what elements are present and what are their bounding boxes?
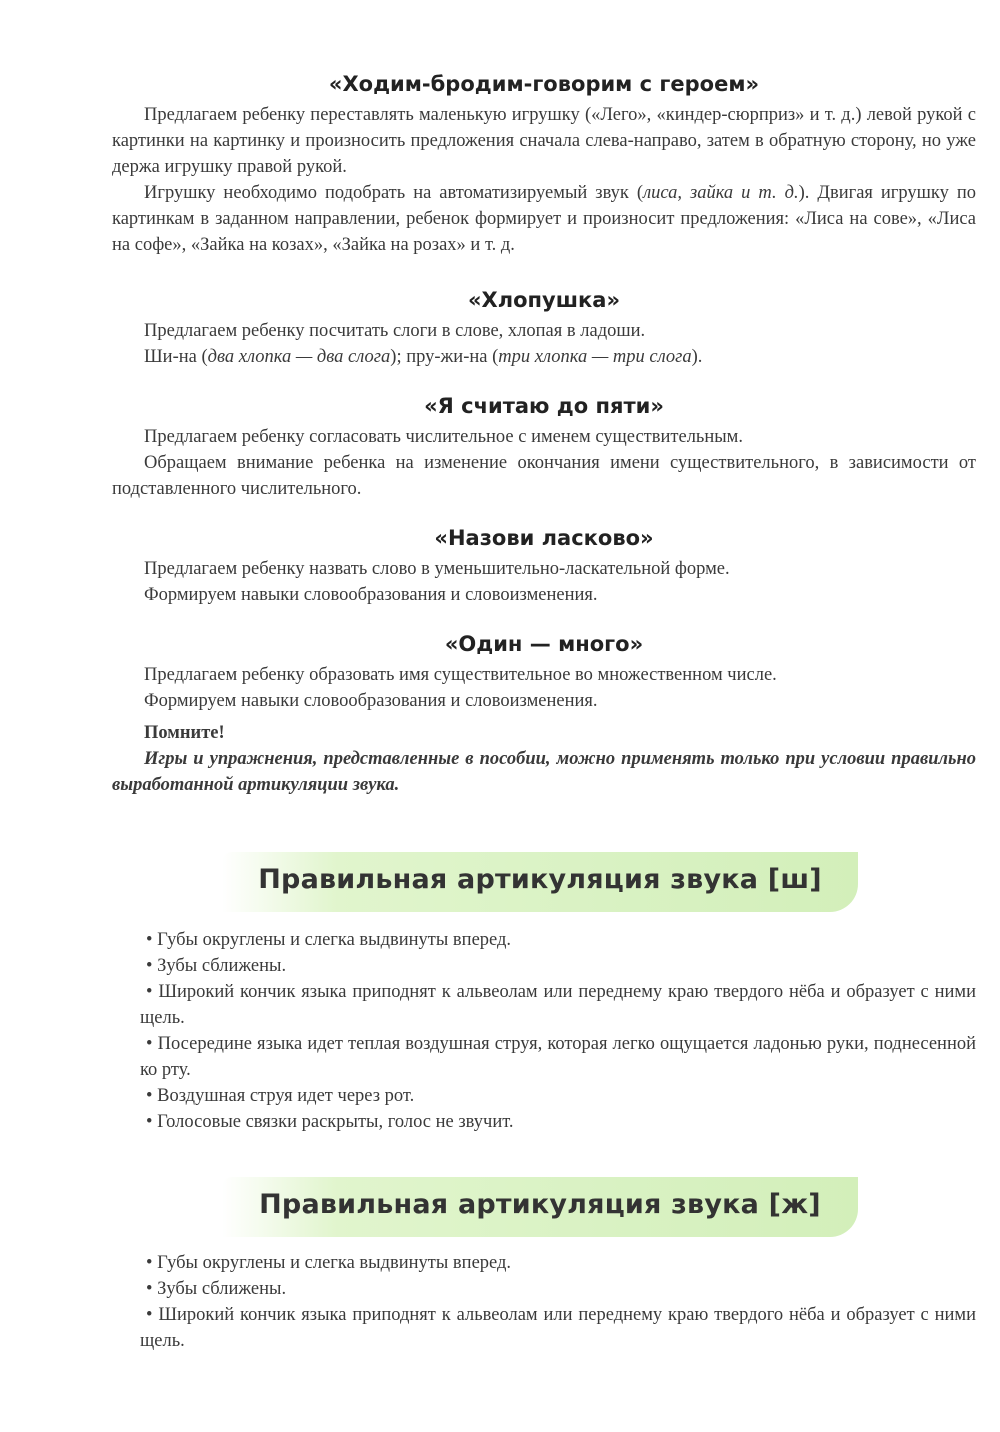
- bullet-item: [140, 1302, 976, 1354]
- game-paragraph: Предлагаем ребенку переставлять маленькую игрушку («Лего», «киндер-сюрприз» и т. д.) левой рукой с картинки на картинку и произносить предложения сначала слева-направо, затем в обратную сторону, но уже держа игрушку правой рукой.: [112, 105, 976, 177]
- bullet-icon: •: [146, 982, 153, 1002]
- game-paragraph: [112, 180, 976, 258]
- bullet-text: Воздушная струя идет через рот.: [157, 1086, 415, 1106]
- bullet-icon: •: [146, 930, 153, 950]
- game-nazovi-laskovo: [112, 524, 976, 608]
- text-run: ); пру-жи-на (: [390, 347, 499, 367]
- game-title: «Ходим-бродим-говорим с героем»: [328, 72, 760, 96]
- bullet-item: [140, 979, 976, 1031]
- section-banner-sh: [222, 852, 858, 912]
- text-run: Игрушку необходимо подобрать на автоматизируемый звук (: [144, 183, 644, 203]
- remember-text: Игры и упражнения, представленные в пособии, можно применять только при условии правильно выработанной артикуляции звука.: [112, 749, 976, 795]
- game-title: «Я считаю до пяти»: [424, 394, 664, 418]
- bullet-list-zh: [140, 1250, 976, 1354]
- game-paragraph: Предлагаем ребенку образовать имя существительное во множественном числе.: [144, 665, 777, 685]
- game-paragraph: Предлагаем ребенку согласовать числительное с именем существительным.: [144, 427, 744, 447]
- bullet-list-sh: [140, 927, 976, 1135]
- bullet-icon: •: [146, 1112, 153, 1132]
- bullet-item: [140, 1276, 976, 1302]
- game-paragraph: Формируем навыки словообразования и словоизменения.: [144, 585, 598, 605]
- italic-text: три хлопка — три слога: [498, 347, 692, 367]
- bullet-text: Губы округлены и слегка выдвинуты вперед.: [157, 1253, 512, 1273]
- bullet-icon: •: [146, 956, 153, 976]
- section-banner-zh: [222, 1177, 858, 1237]
- bullet-item: [140, 953, 976, 979]
- italic-text: два хлопка — два слога: [207, 347, 391, 367]
- bullet-icon: •: [146, 1253, 153, 1273]
- bullet-text: Широкий кончик языка приподнят к альвеолам или переднему краю твердого нёба и образует с ними щель.: [140, 982, 976, 1028]
- bullet-text: Губы округлены и слегка выдвинуты вперед.: [157, 930, 512, 950]
- section-title: Правильная артикуляция звука [ж]: [259, 1189, 821, 1220]
- game-title: «Один — много»: [444, 632, 644, 656]
- italic-text: лиса, зайка и т. д.: [643, 183, 799, 203]
- text-run: Ши-на (: [144, 347, 208, 367]
- bullet-item: [140, 1250, 976, 1276]
- bullet-item: [140, 1109, 976, 1135]
- game-title: «Назови ласково»: [434, 526, 654, 550]
- bullet-icon: •: [146, 1305, 153, 1325]
- game-title: «Хлопушка»: [467, 288, 621, 312]
- bullet-icon: •: [146, 1086, 153, 1106]
- text-run: ). Двигая игрушку по картинкам в заданном направлении, ребенок формирует и произносит предложения: «Лиса на сове», «Лиса на софе», «Зайка на козах», «Зайка на розах» и т. д.: [112, 183, 977, 255]
- bullet-icon: •: [146, 1279, 153, 1299]
- bullet-text: Зубы сближены.: [157, 1279, 287, 1299]
- bullet-text: Широкий кончик языка приподнят к альвеолам или переднему краю твердого нёба и образует с ними щель.: [140, 1305, 976, 1351]
- bullet-item: [140, 1031, 976, 1083]
- game-paragraph: [112, 344, 976, 370]
- game-paragraph: Обращаем внимание ребенка на изменение окончания имени существительного, в зависимости от подставленного числительного.: [112, 453, 976, 499]
- bullet-text: Посередине языка идет теплая воздушная струя, которая легко ощущается ладонью руки, поднесенной ко рту.: [140, 1034, 976, 1080]
- game-paragraph: Предлагаем ребенку посчитать слоги в слове, хлопая в ладоши.: [144, 321, 646, 341]
- remember-label: Помните!: [144, 723, 225, 743]
- game-paragraph: Формируем навыки словообразования и словоизменения.: [144, 691, 598, 711]
- bullet-text: Голосовые связки раскрыты, голос не звучит.: [157, 1112, 514, 1132]
- bullet-icon: •: [146, 1034, 153, 1054]
- bullet-text: Зубы сближены.: [157, 956, 287, 976]
- game-odin-mnogo: [112, 630, 976, 714]
- game-paragraph: Предлагаем ребенку назвать слово в уменьшительно-ласкательной форме.: [144, 559, 730, 579]
- bullet-item: [140, 927, 976, 953]
- game-hlopushka: [112, 286, 976, 370]
- section-title: Правильная артикуляция звука [ш]: [258, 864, 822, 895]
- bullet-item: [140, 1083, 976, 1109]
- game-hodim-brodim: [112, 70, 976, 258]
- game-schitayu: [112, 392, 976, 502]
- games-content: [112, 70, 976, 798]
- text-run: ).: [691, 347, 703, 367]
- remember-note: [112, 720, 976, 798]
